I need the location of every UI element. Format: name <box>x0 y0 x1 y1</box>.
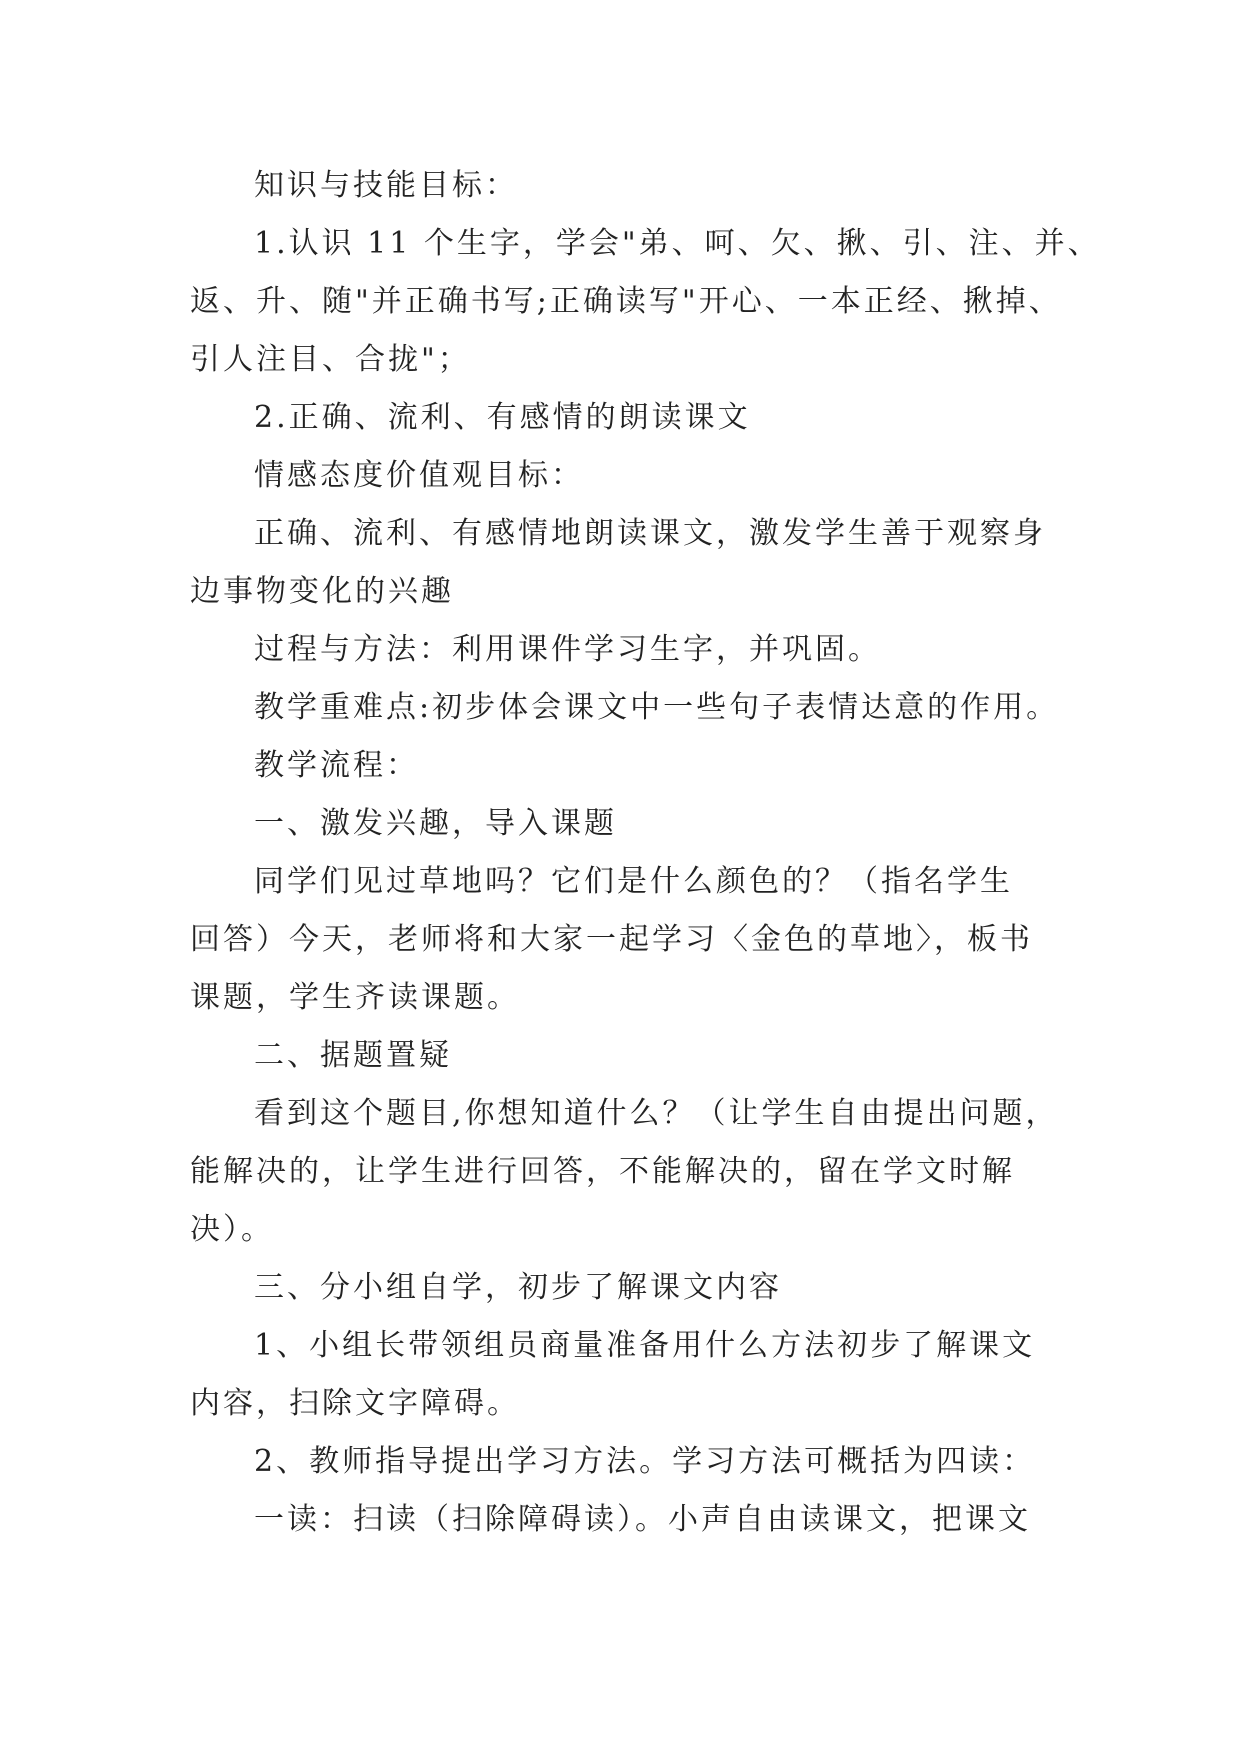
text-line: 能解决的，让学生进行回答，不能解决的，留在学文时解 <box>190 1154 1015 1189</box>
text-line: 教学流程： <box>254 748 419 783</box>
text-line: 同学们见过草地吗？它们是什么颜色的？（指名学生 <box>254 864 1013 899</box>
text-line: 一读：扫读（扫除障碍读）。小声自由读课文，把课文 <box>254 1502 1031 1537</box>
text-line: 决）。 <box>190 1212 274 1247</box>
text-line: 知识与技能目标： <box>254 168 518 203</box>
text-line: 二、据题置疑 <box>254 1038 452 1073</box>
text-line: 过程与方法：利用课件学习生字，并巩固。 <box>254 632 881 667</box>
text-line: 三、分小组自学，初步了解课文内容 <box>254 1270 782 1305</box>
text-line: 回答）今天，老师将和大家一起学习〈金色的草地〉，板书 <box>190 922 1033 957</box>
text-line: 正确、流利、有感情地朗读课文，激发学生善于观察身 <box>254 516 1046 551</box>
text-line: 引人注目、合拢"； <box>190 342 471 377</box>
text-line: 看到这个题目,你想知道什么？（让学生自由提出问题， <box>254 1096 1059 1131</box>
text-line: 课题，学生齐读课题。 <box>190 980 520 1015</box>
text-line: 一、激发兴趣，导入课题 <box>254 806 617 841</box>
text-line: 内容，扫除文字障碍。 <box>190 1386 520 1421</box>
document-body <box>190 157 1101 1549</box>
text-line: 1、小组长带领组员商量准备用什么方法初步了解课文 <box>254 1328 1036 1363</box>
text-line: 2.正确、流利、有感情的朗读课文 <box>254 400 751 435</box>
text-line: 返、升、随"并正确书写;正确读写"开心、一本正经、揪掉、 <box>190 284 1062 319</box>
text-line: 教学重难点:初步体会课文中一些句子表情达意的作用。 <box>254 690 1060 725</box>
text-line: 边事物变化的兴趣 <box>190 574 454 609</box>
text-line: 2、教师指导提出学习方法。学习方法可概括为四读： <box>254 1444 1036 1479</box>
text-line: 1.认识 11 个生字，学会"弟、呵、欠、揪、引、注、并、 <box>254 226 1101 261</box>
text-line: 情感态度价值观目标： <box>254 458 584 493</box>
